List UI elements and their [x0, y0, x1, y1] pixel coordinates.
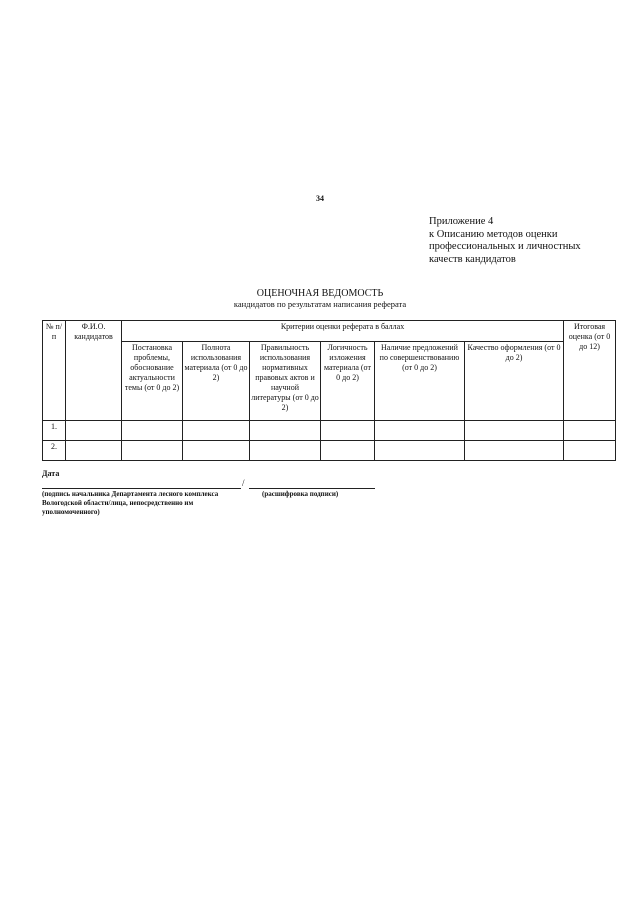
criterion-proposals: Наличие предложений по совершенствованию (от 0 до 2): [375, 342, 465, 421]
score-cell[interactable]: [375, 441, 465, 461]
score-cell[interactable]: [465, 421, 564, 441]
document-title: ОЦЕНОЧНАЯ ВЕДОМОСТЬ: [256, 288, 384, 299]
date-label: Дата: [42, 469, 60, 478]
criterion-formatting: Качество оформления (от 0 до 2): [465, 342, 564, 421]
candidate-name-cell[interactable]: [66, 421, 122, 441]
signature-caption: (подпись начальника Департамента лесного комплекса Вологодской области/лица, непосредственно им уполномоченного): [42, 490, 219, 516]
score-cell[interactable]: [250, 441, 321, 461]
table-row: [43, 421, 616, 441]
appendix-line: качеств кандидатов: [429, 253, 516, 265]
signature-slash: /: [242, 478, 245, 488]
row-number: 2.: [43, 441, 66, 461]
score-cell[interactable]: [183, 441, 250, 461]
score-cell[interactable]: [122, 421, 183, 441]
score-cell[interactable]: [250, 421, 321, 441]
header-criteria: Критерии оценки реферата в баллах: [122, 321, 564, 342]
criterion-completeness: Полнота использования материала (от 0 до 2): [183, 342, 250, 421]
appendix-line: профессиональных и личностных: [429, 241, 581, 252]
signature-line[interactable]: [42, 488, 241, 489]
score-cell[interactable]: [465, 441, 564, 461]
row-number: 1.: [43, 421, 66, 441]
criterion-problem: Постановка проблемы, обоснование актуальности темы (от 0 до 2): [122, 342, 183, 421]
signature-decoding-line[interactable]: [249, 488, 375, 489]
appendix-line: к Описанию методов оценки: [429, 228, 558, 240]
score-cell[interactable]: [183, 421, 250, 441]
total-cell[interactable]: [564, 441, 616, 461]
signature-decoding-caption: (расшифровка подписи): [262, 490, 339, 498]
score-cell[interactable]: [375, 421, 465, 441]
appendix-note: [429, 216, 581, 266]
document-subtitle: кандидатов по результатам написания реферата: [233, 299, 407, 309]
criterion-logic: Логичность изложения материала (от 0 до 2): [321, 342, 375, 421]
candidate-name-cell[interactable]: [66, 441, 122, 461]
table-row: [43, 441, 616, 461]
score-cell[interactable]: [321, 441, 375, 461]
score-cell[interactable]: [321, 421, 375, 441]
header-number: № п/п: [43, 321, 66, 421]
header-name: Ф.И.О. кандидатов: [66, 321, 122, 421]
total-cell[interactable]: [564, 421, 616, 441]
evaluation-table: [42, 320, 616, 461]
header-total: Итоговая оценка (от 0 до 12): [564, 321, 616, 421]
page-number: 34: [316, 194, 324, 203]
appendix-line: Приложение 4: [429, 216, 494, 227]
score-cell[interactable]: [122, 441, 183, 461]
criterion-legal-acts: Правильность использования нормативных правовых актов и научной литературы (от 0 до 2): [250, 342, 321, 421]
